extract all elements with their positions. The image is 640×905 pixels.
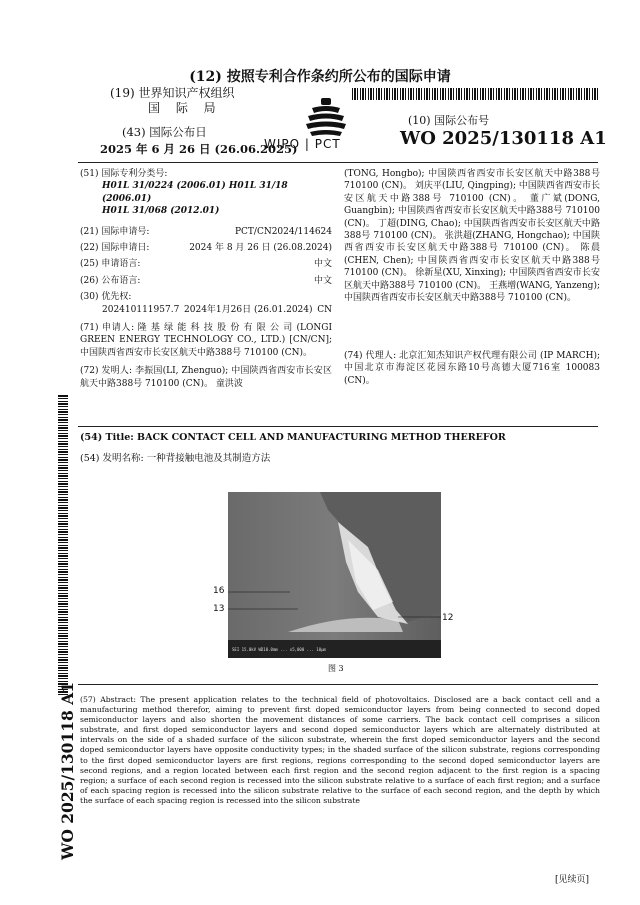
- filing-date-row: [80, 242, 332, 254]
- applicant: (71) 申请人: 隆 基 绿 能 科 技 股 份 有 限 公 司 (LONGI GREEN ENERGY TECHNOLOGY CO., LTD.) [CN/CN]; 中国陕西省西安市长安区航天中路388号 710100 (CN)。: [80, 323, 332, 358]
- ref-label-12: 12: [442, 613, 454, 623]
- org-name: (19) 世界知识产权组织: [110, 86, 235, 100]
- title-en: (54) Title: BACK CONTACT CELL AND MANUFACTURING METHOD THEREFOR: [80, 432, 506, 443]
- app-number-row: [80, 226, 332, 238]
- priority-country: CN: [317, 304, 332, 315]
- side-pub-number: WO 2025/130118 A1: [58, 681, 77, 860]
- agent: (74) 代理人: 北京汇知杰知识产权代理有限公司 (IP MARCH); 中国北京市海淀区花园东路10号高德大厦716室 100083 (CN)。: [344, 351, 600, 386]
- priority-row: [80, 304, 332, 316]
- pub-language-row: [80, 275, 332, 287]
- biblio-rule: [78, 426, 598, 427]
- sem-micrograph-figure: [228, 492, 441, 658]
- pub-language-label: (26) 公布语言:: [80, 275, 141, 286]
- top-barcode: [352, 88, 600, 100]
- pub-date: 2025 年 6 月 26 日 (26.06.2025): [100, 142, 298, 156]
- side-barcode: [58, 395, 68, 695]
- pub-number: WO 2025/130118 A1: [400, 128, 607, 149]
- ref-label-13: 13: [213, 604, 225, 614]
- abstract-rule: [78, 684, 598, 685]
- wipo-pct-text: WIPO | PCT: [264, 137, 341, 151]
- filing-date: 2024 年 8 月 26 日 (26.08.2024): [189, 243, 332, 254]
- pub-date-label: (43) 国际公布日: [122, 125, 207, 139]
- priority-label: (30) 优先权:: [80, 292, 132, 303]
- filing-date-label: (22) 国际申请日:: [80, 243, 150, 254]
- abstract: (57) Abstract: The present application relates to the technical field of photovoltaics. Disclosed are a back contact cell and a manufacturing method therefor, aiming to prevent first doped semiconductor layers from being connected to second doped semiconductor layers and also shorten the movement distances of some carriers. The back contact cell comprises a silicon substrate, and first doped semiconductor layers and second doped semiconductor layers which are alternately distributed at intervals on the side of a shaded surface of the silicon substrate, wherein the first doped semiconductor layers and the second doped semiconductor layers have opposite conductivity types; in the shaded surface of the silicon substrate, regions corresponding to the first doped semiconductor layers are first regions, regions corresponding to the second doped semiconductor layers are second regions, and a region located between each first region and the second region adjacent to the first region is a spacing region; a surface of each second region is recessed into the silicon substrate relative to a surface of each first region; and a surface of each spacing region is recessed into the silicon substrate relative to the surface of each second region, and the depth by which the surface of each spacing region is recessed into the silicon substrate: [80, 695, 600, 805]
- filing-language-row: [80, 258, 332, 270]
- app-number: PCT/CN2024/114624: [234, 226, 332, 237]
- org-bureau: 国 际 局: [148, 101, 222, 115]
- ipc-label: (51) 国际专利分类号:: [80, 169, 168, 179]
- continued-notice: [见续页]: [555, 875, 590, 885]
- ref-label-16: 16: [213, 586, 225, 596]
- ipc-line-1: H01L 31/0224 (2006.01) H01L 31/18 (2006.01): [102, 181, 288, 204]
- svg-text:SEI 15.0kV WD10.0mm ... x5: SEI 15.0kV WD10.0mm ... x5,000 ... 10μm: [232, 647, 326, 652]
- header-rule: [78, 162, 598, 163]
- ipc-line-2: H01L 31/068 (2012.01): [102, 206, 220, 217]
- title-cn: (54) 发明名称: 一种背接触电池及其制造方法: [80, 453, 271, 464]
- priority-number: 202410111957.7: [102, 304, 180, 315]
- figure-caption: 图 3: [328, 664, 344, 673]
- document-header-title: (12) 按照专利合作条约所公布的国际申请: [189, 69, 451, 85]
- filing-language: 中文: [313, 259, 332, 270]
- pub-number-label: (10) 国际公布号: [408, 114, 490, 127]
- inventors-continued: (TONG, Hongbo); 中国陕西省西安市长安区航天中路388号 710100 (CN)。 刘庆平(LIU, Qingping); 中国陕西省西安市长安区航天中路388号 710100 (CN)。 董广斌(DONG, Guangbin); 中国陕西省西安市长安区航天中路388号 710100 (CN)。 丁超(DING, Chao); 中国陕西省西安市长安区航天中路388号 710100 (CN)。 张洪超(ZHANG, Hongchao); 中国陕西省西安市长安区航天中路388号 710100 (CN)。 陈晨(CHEN, Chen); 中国陕西省西安市长安区航天中路388号 710100 (CN)。 徐新星(XU, Xinxing); 中国陕西省西安市长安区航天中路388号 710100 (CN)。 王燕增(WANG, Yanzeng); 中国陕西省西安市长安区航天中路388号 710100 (CN)。: [344, 169, 600, 304]
- inventors: (72) 发明人: 李振国(LI, Zhenguo); 中国陕西省西安市长安区航天中路388号 710100 (CN)。 童洪波: [80, 366, 332, 389]
- biblio-left: [80, 168, 332, 390]
- filing-language-label: (25) 申请语言:: [80, 259, 141, 270]
- app-number-label: (21) 国际申请号:: [80, 226, 150, 237]
- priority-date: 2024年1月26日 (26.01.2024): [184, 304, 313, 315]
- pub-language: 中文: [313, 275, 332, 286]
